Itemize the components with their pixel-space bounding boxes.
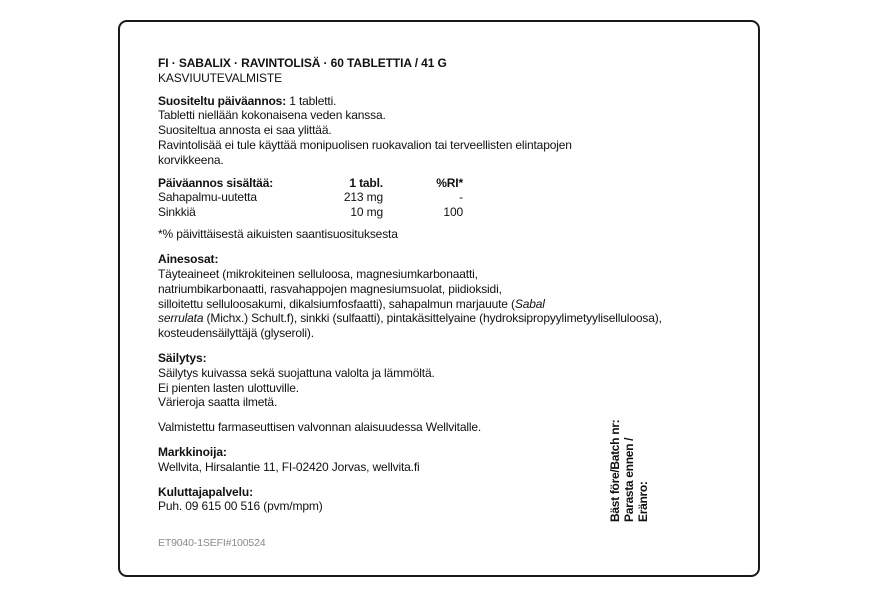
ingredients-line <box>158 311 678 326</box>
nutrition-table <box>158 176 463 220</box>
batch-label-fi: Parasta ennen / Eränro: <box>622 437 650 522</box>
dosage-label: Suositeltu päiväannos: <box>158 93 287 108</box>
table-row <box>158 205 463 220</box>
nutrient-name: Sinkkiä <box>158 204 196 219</box>
dosage-warning: Suositeltua annosta ei saa ylittää. <box>158 123 332 138</box>
marketer-label: Markkinoija: <box>158 444 227 459</box>
ri-footnote: *% päivittäisestä aikuisten saantisuosituksesta <box>158 227 398 242</box>
batch-label-sv: Bäst före/Batch nr: <box>608 419 622 522</box>
table-row <box>158 190 463 205</box>
latin-name: serrulata <box>158 311 204 326</box>
storage-line: Säilytys kuivassa sekä suojattuna valolta ja lämmöltä. <box>158 365 435 380</box>
dosage-note-cont: korvikkeena. <box>158 152 224 167</box>
service-value: Puh. 09 615 00 516 (pvm/mpm) <box>158 499 323 514</box>
manufactured-note: Valmistettu farmaseuttisen valvonnan alaisuudessa Wellvitalle. <box>158 420 482 435</box>
ingredients-line: Täyteaineet (mikrokiteinen selluloosa, magnesiumkarbonaatti, <box>158 266 478 281</box>
ingredients-line: natriumbikarbonaatti, rasvahappojen magnesiumsuolat, piidioksidi, <box>158 281 502 296</box>
product-title: FI · SABALIX · RAVINTOLISÄ · 60 TABLETTIA / 41 G <box>158 56 447 70</box>
nutrient-ri: - <box>459 190 463 205</box>
ingredients-text: silloitettu selluloosakumi, dikalsiumfosfaatti), sahapalmun marjauute ( <box>158 296 515 311</box>
nutrition-header: %RI* <box>436 175 463 190</box>
dosage-instruction: Tabletti niellään kokonaisena veden kanssa. <box>158 108 386 123</box>
storage-line: Värieroja saatta ilmetä. <box>158 395 278 410</box>
dosage-line <box>158 94 678 109</box>
ingredients-text: (Michx.) Schult.f), sinkki (sulfaatti), pintakäsittelyaine (hydroksipropyylimetyyliselluloosa), <box>203 311 662 326</box>
storage-line: Ei pienten lasten ulottuville. <box>158 380 299 395</box>
storage-label: Säilytys: <box>158 350 207 365</box>
dosage-note: Ravintolisää ei tule käyttää monipuolisen ruokavalion tai terveellisten elintapojen <box>158 137 572 152</box>
nutrition-header-row <box>158 176 463 191</box>
nutrient-amount: 10 mg <box>350 204 383 219</box>
batch-info <box>608 398 650 522</box>
nutrient-name: Sahapalmu-uutetta <box>158 190 257 205</box>
product-subtitle: KASVIUUTEVALMISTE <box>158 70 282 85</box>
nutrition-header: Päiväannos sisältää: <box>158 175 274 190</box>
nutrition-header: 1 tabl. <box>349 175 383 190</box>
marketer-value: Wellvita, Hirsalantie 11, FI-02420 Jorvas, wellvita.fi <box>158 459 420 474</box>
label-content <box>158 56 678 551</box>
latin-name: Sabal <box>514 296 545 311</box>
ingredients-label: Ainesosat: <box>158 252 219 267</box>
ingredients-line: kosteudensäilyttäjä (glyseroli). <box>158 326 314 341</box>
ingredients-line <box>158 297 678 312</box>
nutrient-amount: 213 mg <box>343 190 383 205</box>
dosage-value: 1 tabletti. <box>286 93 337 108</box>
service-label: Kuluttajapalvelu: <box>158 484 253 499</box>
nutrient-ri: 100 <box>443 204 463 219</box>
product-code: ET9040-1SEFI#100524 <box>158 537 266 550</box>
